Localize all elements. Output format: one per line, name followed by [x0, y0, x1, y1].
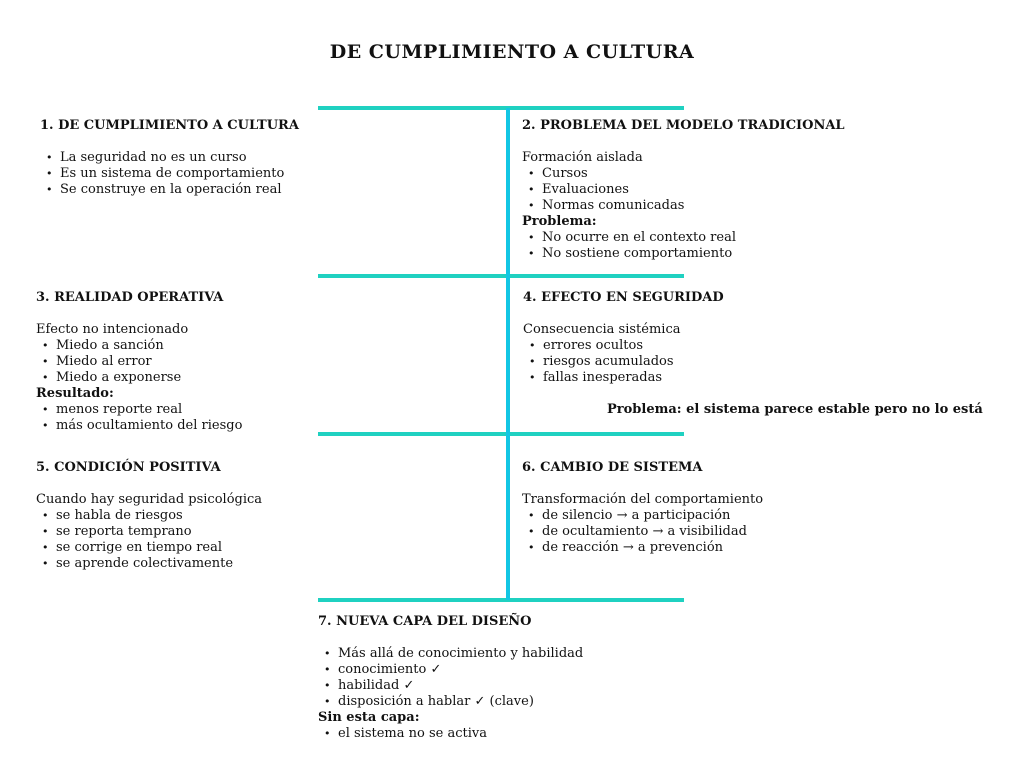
list-item: • se reporta temprano	[36, 524, 262, 540]
section-heading: 1. DE CUMPLIMIENTO A CULTURA	[40, 118, 299, 133]
list-item: • Más allá de conocimiento y habilidad	[318, 646, 583, 662]
sub-label: Problema:	[522, 214, 597, 229]
list-item: • Es un sistema de comportamiento	[40, 166, 299, 182]
list-item: • disposición a hablar ✓ (clave)	[318, 694, 583, 710]
section-3	[36, 290, 242, 434]
list-item: • Se construye en la operación real	[40, 182, 299, 198]
list-item: • errores ocultos	[523, 338, 724, 354]
list-item: • de reacción → a prevención	[522, 540, 763, 556]
section-heading: 5. CONDICIÓN POSITIVA	[36, 460, 221, 475]
bullet-list	[318, 646, 583, 710]
problem-note: Problema: el sistema parece estable pero no lo está	[607, 402, 983, 417]
section-5	[36, 460, 262, 572]
section-heading: 3. REALIDAD OPERATIVA	[36, 290, 224, 305]
section-intro: Cuando hay seguridad psicológica	[36, 492, 263, 507]
sub-label: Resultado:	[36, 386, 114, 401]
section-heading: 7. NUEVA CAPA DEL DISEÑO	[318, 614, 532, 629]
list-item: • conocimiento ✓	[318, 662, 583, 678]
section-heading: 2. PROBLEMA DEL MODELO TRADICIONAL	[522, 118, 845, 133]
list-item: • Miedo al error	[36, 354, 242, 370]
section-7	[318, 614, 583, 742]
section-intro: Formación aislada	[522, 150, 643, 165]
list-item: • Cursos	[522, 166, 845, 182]
section-6	[522, 460, 763, 556]
checkmark-icon: ✓	[430, 662, 442, 677]
section-heading: 4. EFECTO EN SEGURIDAD	[523, 290, 724, 305]
list-item: • Miedo a exponerse	[36, 370, 242, 386]
checkmark-icon: ✓	[474, 694, 486, 709]
divider-line-top	[318, 106, 684, 110]
sub-bullet-list	[318, 726, 583, 742]
bullet-list	[40, 150, 299, 198]
page-title: DE CUMPLIMIENTO A CULTURA	[329, 41, 695, 63]
sub-bullet-list	[522, 230, 845, 262]
list-item: • No sostiene comportamiento	[522, 246, 845, 262]
list-item: • riesgos acumulados	[523, 354, 724, 370]
bullet-list	[36, 508, 262, 572]
list-item: • se corrige en tiempo real	[36, 540, 262, 556]
bullet-list	[36, 338, 242, 386]
divider-line-bottom	[318, 598, 684, 602]
sub-label: Sin esta capa:	[318, 710, 420, 725]
list-item: • fallas inesperadas	[523, 370, 724, 386]
section-intro: Transformación del comportamiento	[522, 492, 764, 507]
list-item: • Normas comunicadas	[522, 198, 845, 214]
section-intro: Consecuencia sistémica	[523, 322, 681, 337]
list-item: • más ocultamiento del riesgo	[36, 418, 242, 434]
divider-line-1	[318, 274, 684, 278]
list-item: • de ocultamiento → a visibilidad	[522, 524, 763, 540]
list-item: • No ocurre en el contexto real	[522, 230, 845, 246]
section-heading: 6. CAMBIO DE SISTEMA	[522, 460, 703, 475]
vertical-divider-line	[506, 108, 510, 600]
key-label: (clave)	[489, 694, 534, 709]
sub-bullet-list	[36, 402, 242, 434]
bullet-list	[523, 338, 724, 386]
section-1	[40, 118, 299, 198]
list-item: • Miedo a sanción	[36, 338, 242, 354]
list-item: • habilidad ✓	[318, 678, 583, 694]
section-4	[523, 290, 724, 386]
list-item: • La seguridad no es un curso	[40, 150, 299, 166]
list-item: • menos reporte real	[36, 402, 242, 418]
divider-line-2	[318, 432, 684, 436]
checkmark-icon: ✓	[403, 678, 415, 693]
list-item: • el sistema no se activa	[318, 726, 583, 742]
bullet-list	[522, 166, 845, 214]
list-item: • Evaluaciones	[522, 182, 845, 198]
section-intro: Efecto no intencionado	[36, 322, 189, 337]
list-item: • de silencio → a participación	[522, 508, 763, 524]
bullet-list	[522, 508, 763, 556]
list-item: • se aprende colectivamente	[36, 556, 262, 572]
list-item: • se habla de riesgos	[36, 508, 262, 524]
section-2	[522, 118, 845, 262]
